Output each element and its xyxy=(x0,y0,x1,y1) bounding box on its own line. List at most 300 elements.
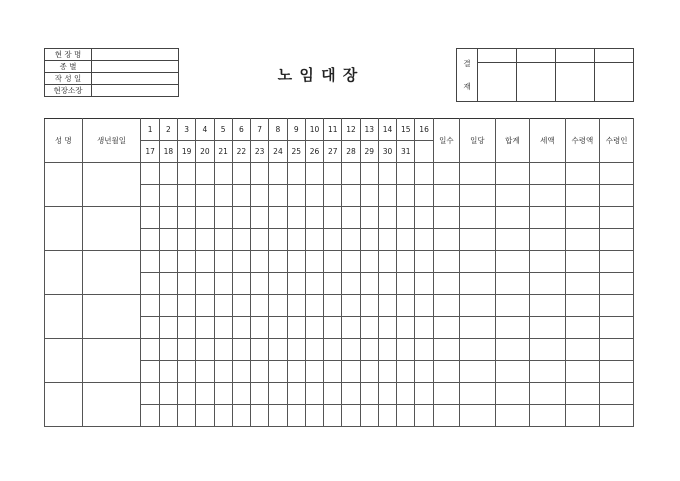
receiver-cell[interactable] xyxy=(600,207,634,229)
attendance-cell[interactable] xyxy=(324,295,342,317)
attendance-cell[interactable] xyxy=(177,317,195,339)
attendance-cell[interactable] xyxy=(360,229,378,251)
attendance-cell[interactable] xyxy=(214,361,232,383)
attendance-cell[interactable] xyxy=(415,229,433,251)
days-worked-cell[interactable] xyxy=(433,185,459,207)
total-cell[interactable] xyxy=(495,273,530,295)
attendance-cell[interactable] xyxy=(287,273,305,295)
attendance-cell[interactable] xyxy=(415,339,433,361)
header-day: 9 xyxy=(287,119,305,141)
total-cell[interactable] xyxy=(495,383,530,405)
received-amount-cell[interactable] xyxy=(565,251,600,273)
attendance-cell[interactable] xyxy=(232,405,250,427)
attendance-cell[interactable] xyxy=(360,405,378,427)
days-worked-cell[interactable] xyxy=(433,339,459,361)
attendance-cell[interactable] xyxy=(251,405,269,427)
attendance-cell[interactable] xyxy=(251,251,269,273)
header-total: 합계 xyxy=(495,119,530,163)
tax-cell[interactable] xyxy=(530,273,566,295)
attendance-cell[interactable] xyxy=(141,273,159,295)
attendance-cell[interactable] xyxy=(378,163,396,185)
daily-wage-cell[interactable] xyxy=(460,317,496,339)
attendance-cell[interactable] xyxy=(415,295,433,317)
attendance-cell[interactable] xyxy=(269,361,287,383)
received-amount-cell[interactable] xyxy=(565,295,600,317)
worker-name-cell[interactable] xyxy=(45,251,83,295)
attendance-cell[interactable] xyxy=(196,405,214,427)
worker-birthdate-cell[interactable] xyxy=(82,207,141,251)
receiver-cell[interactable] xyxy=(600,361,634,383)
attendance-cell[interactable] xyxy=(177,251,195,273)
header-day: 24 xyxy=(269,141,287,163)
days-worked-cell[interactable] xyxy=(433,295,459,317)
attendance-cell[interactable] xyxy=(251,185,269,207)
attendance-cell[interactable] xyxy=(159,361,177,383)
attendance-cell[interactable] xyxy=(196,163,214,185)
days-worked-cell[interactable] xyxy=(433,405,459,427)
header-birthdate: 생년월일 xyxy=(82,119,141,163)
attendance-cell[interactable] xyxy=(305,317,323,339)
attendance-cell[interactable] xyxy=(287,163,305,185)
attendance-cell[interactable] xyxy=(397,207,415,229)
attendance-cell[interactable] xyxy=(305,229,323,251)
attendance-cell[interactable] xyxy=(269,383,287,405)
attendance-cell[interactable] xyxy=(269,405,287,427)
attendance-cell[interactable] xyxy=(415,317,433,339)
attendance-cell[interactable] xyxy=(360,361,378,383)
worker-birthdate-cell[interactable] xyxy=(82,295,141,339)
tax-cell[interactable] xyxy=(530,295,566,317)
approval-slot-sign[interactable] xyxy=(517,63,556,102)
received-amount-cell[interactable] xyxy=(565,163,600,185)
attendance-cell[interactable] xyxy=(305,361,323,383)
days-worked-cell[interactable] xyxy=(433,361,459,383)
attendance-cell[interactable] xyxy=(305,251,323,273)
attendance-cell[interactable] xyxy=(232,229,250,251)
daily-wage-cell[interactable] xyxy=(460,383,496,405)
attendance-cell[interactable] xyxy=(415,405,433,427)
daily-wage-cell[interactable] xyxy=(460,295,496,317)
attendance-cell[interactable] xyxy=(251,317,269,339)
daily-wage-cell[interactable] xyxy=(460,185,496,207)
days-worked-cell[interactable] xyxy=(433,383,459,405)
approval-slot-head[interactable] xyxy=(478,49,517,63)
attendance-cell[interactable] xyxy=(305,185,323,207)
received-amount-cell[interactable] xyxy=(565,317,600,339)
attendance-cell[interactable] xyxy=(196,317,214,339)
attendance-cell[interactable] xyxy=(232,273,250,295)
attendance-cell[interactable] xyxy=(196,229,214,251)
attendance-cell[interactable] xyxy=(141,361,159,383)
attendance-cell[interactable] xyxy=(269,317,287,339)
site-info-value[interactable] xyxy=(92,85,179,97)
receiver-cell[interactable] xyxy=(600,229,634,251)
attendance-cell[interactable] xyxy=(214,405,232,427)
daily-wage-cell[interactable] xyxy=(460,273,496,295)
attendance-cell[interactable] xyxy=(269,339,287,361)
attendance-cell[interactable] xyxy=(397,361,415,383)
attendance-cell[interactable] xyxy=(159,317,177,339)
attendance-cell[interactable] xyxy=(378,273,396,295)
tax-cell[interactable] xyxy=(530,361,566,383)
attendance-cell[interactable] xyxy=(287,317,305,339)
attendance-cell[interactable] xyxy=(305,405,323,427)
attendance-cell[interactable] xyxy=(177,361,195,383)
attendance-cell[interactable] xyxy=(305,339,323,361)
total-cell[interactable] xyxy=(495,317,530,339)
attendance-cell[interactable] xyxy=(287,361,305,383)
attendance-cell[interactable] xyxy=(159,163,177,185)
attendance-cell[interactable] xyxy=(378,251,396,273)
attendance-cell[interactable] xyxy=(415,163,433,185)
attendance-cell[interactable] xyxy=(232,163,250,185)
received-amount-cell[interactable] xyxy=(565,383,600,405)
header-day: 5 xyxy=(214,119,232,141)
attendance-cell[interactable] xyxy=(177,207,195,229)
attendance-cell[interactable] xyxy=(287,295,305,317)
attendance-cell[interactable] xyxy=(177,273,195,295)
attendance-cell[interactable] xyxy=(378,185,396,207)
attendance-cell[interactable] xyxy=(360,207,378,229)
attendance-cell[interactable] xyxy=(269,207,287,229)
attendance-cell[interactable] xyxy=(214,273,232,295)
tax-cell[interactable] xyxy=(530,317,566,339)
header-day: 8 xyxy=(269,119,287,141)
attendance-cell[interactable] xyxy=(342,163,360,185)
attendance-cell[interactable] xyxy=(196,207,214,229)
attendance-cell[interactable] xyxy=(196,383,214,405)
approval-slot-sign[interactable] xyxy=(478,63,517,102)
attendance-cell[interactable] xyxy=(342,229,360,251)
attendance-cell[interactable] xyxy=(177,405,195,427)
attendance-cell[interactable] xyxy=(378,295,396,317)
attendance-cell[interactable] xyxy=(214,251,232,273)
attendance-cell[interactable] xyxy=(287,185,305,207)
approval-slot-sign[interactable] xyxy=(556,63,595,102)
attendance-cell[interactable] xyxy=(397,185,415,207)
attendance-cell[interactable] xyxy=(342,383,360,405)
attendance-cell[interactable] xyxy=(397,295,415,317)
attendance-cell[interactable] xyxy=(287,339,305,361)
attendance-cell[interactable] xyxy=(324,317,342,339)
header-tax: 세액 xyxy=(530,119,566,163)
attendance-cell[interactable] xyxy=(159,339,177,361)
total-cell[interactable] xyxy=(495,295,530,317)
daily-wage-cell[interactable] xyxy=(460,361,496,383)
attendance-cell[interactable] xyxy=(397,317,415,339)
attendance-cell[interactable] xyxy=(196,295,214,317)
attendance-cell[interactable] xyxy=(360,185,378,207)
received-amount-cell[interactable] xyxy=(565,229,600,251)
attendance-cell[interactable] xyxy=(141,317,159,339)
attendance-cell[interactable] xyxy=(159,185,177,207)
attendance-cell[interactable] xyxy=(287,251,305,273)
receiver-cell[interactable] xyxy=(600,339,634,361)
receiver-cell[interactable] xyxy=(600,405,634,427)
attendance-cell[interactable] xyxy=(214,207,232,229)
site-info-value[interactable] xyxy=(92,73,179,85)
site-info-row xyxy=(45,61,179,73)
attendance-cell[interactable] xyxy=(269,295,287,317)
received-amount-cell[interactable] xyxy=(565,361,600,383)
attendance-cell[interactable] xyxy=(287,229,305,251)
attendance-cell[interactable] xyxy=(305,207,323,229)
tax-cell[interactable] xyxy=(530,207,566,229)
attendance-cell[interactable] xyxy=(141,163,159,185)
attendance-cell[interactable] xyxy=(214,317,232,339)
days-worked-cell[interactable] xyxy=(433,273,459,295)
attendance-cell[interactable] xyxy=(287,383,305,405)
attendance-cell[interactable] xyxy=(324,361,342,383)
attendance-cell[interactable] xyxy=(360,339,378,361)
received-amount-cell[interactable] xyxy=(565,207,600,229)
attendance-cell[interactable] xyxy=(397,273,415,295)
worker-name-cell[interactable] xyxy=(45,383,83,427)
total-cell[interactable] xyxy=(495,251,530,273)
attendance-cell[interactable] xyxy=(305,383,323,405)
daily-wage-cell[interactable] xyxy=(460,163,496,185)
received-amount-cell[interactable] xyxy=(565,339,600,361)
total-cell[interactable] xyxy=(495,185,530,207)
attendance-cell[interactable] xyxy=(251,339,269,361)
attendance-cell[interactable] xyxy=(415,383,433,405)
attendance-cell[interactable] xyxy=(397,251,415,273)
attendance-cell[interactable] xyxy=(415,251,433,273)
attendance-cell[interactable] xyxy=(269,229,287,251)
worker-name-cell[interactable] xyxy=(45,207,83,251)
attendance-cell[interactable] xyxy=(177,383,195,405)
tax-cell[interactable] xyxy=(530,383,566,405)
attendance-cell[interactable] xyxy=(232,185,250,207)
attendance-cell[interactable] xyxy=(342,273,360,295)
attendance-cell[interactable] xyxy=(251,361,269,383)
daily-wage-cell[interactable] xyxy=(460,229,496,251)
attendance-cell[interactable] xyxy=(415,361,433,383)
attendance-cell[interactable] xyxy=(378,405,396,427)
attendance-cell[interactable] xyxy=(342,251,360,273)
total-cell[interactable] xyxy=(495,361,530,383)
attendance-cell[interactable] xyxy=(415,185,433,207)
attendance-cell[interactable] xyxy=(196,361,214,383)
attendance-cell[interactable] xyxy=(342,317,360,339)
attendance-cell[interactable] xyxy=(232,251,250,273)
attendance-cell[interactable] xyxy=(397,383,415,405)
daily-wage-cell[interactable] xyxy=(460,207,496,229)
attendance-cell[interactable] xyxy=(305,295,323,317)
attendance-cell[interactable] xyxy=(196,339,214,361)
header-day: 31 xyxy=(397,141,415,163)
approval-slot-head[interactable] xyxy=(517,49,556,63)
tax-cell[interactable] xyxy=(530,405,566,427)
attendance-cell[interactable] xyxy=(342,405,360,427)
attendance-cell[interactable] xyxy=(415,273,433,295)
attendance-cell[interactable] xyxy=(305,273,323,295)
attendance-cell[interactable] xyxy=(159,251,177,273)
attendance-cell[interactable] xyxy=(159,295,177,317)
attendance-cell[interactable] xyxy=(196,251,214,273)
worker-name-cell[interactable] xyxy=(45,163,83,207)
total-cell[interactable] xyxy=(495,405,530,427)
attendance-cell[interactable] xyxy=(342,185,360,207)
attendance-cell[interactable] xyxy=(177,339,195,361)
daily-wage-cell[interactable] xyxy=(460,339,496,361)
attendance-cell[interactable] xyxy=(378,361,396,383)
attendance-cell[interactable] xyxy=(177,185,195,207)
attendance-cell[interactable] xyxy=(287,405,305,427)
attendance-cell[interactable] xyxy=(141,229,159,251)
attendance-cell[interactable] xyxy=(251,229,269,251)
attendance-cell[interactable] xyxy=(251,163,269,185)
attendance-cell[interactable] xyxy=(342,339,360,361)
attendance-cell[interactable] xyxy=(141,383,159,405)
attendance-cell[interactable] xyxy=(287,207,305,229)
attendance-cell[interactable] xyxy=(397,163,415,185)
attendance-cell[interactable] xyxy=(397,339,415,361)
tax-cell[interactable] xyxy=(530,251,566,273)
attendance-cell[interactable] xyxy=(324,251,342,273)
attendance-cell[interactable] xyxy=(324,229,342,251)
daily-wage-cell[interactable] xyxy=(460,405,496,427)
received-amount-cell[interactable] xyxy=(565,405,600,427)
attendance-cell[interactable] xyxy=(177,229,195,251)
attendance-cell[interactable] xyxy=(159,383,177,405)
attendance-cell[interactable] xyxy=(141,405,159,427)
attendance-cell[interactable] xyxy=(214,185,232,207)
tax-cell[interactable] xyxy=(530,163,566,185)
attendance-cell[interactable] xyxy=(269,163,287,185)
attendance-cell[interactable] xyxy=(324,405,342,427)
header-day: 21 xyxy=(214,141,232,163)
attendance-cell[interactable] xyxy=(159,229,177,251)
attendance-cell[interactable] xyxy=(177,295,195,317)
received-amount-cell[interactable] xyxy=(565,185,600,207)
receiver-cell[interactable] xyxy=(600,317,634,339)
attendance-cell[interactable] xyxy=(141,251,159,273)
site-info-value[interactable] xyxy=(92,49,179,61)
attendance-cell[interactable] xyxy=(378,383,396,405)
site-info-table xyxy=(44,48,179,97)
attendance-cell[interactable] xyxy=(360,273,378,295)
attendance-cell[interactable] xyxy=(378,317,396,339)
attendance-cell[interactable] xyxy=(251,273,269,295)
attendance-cell[interactable] xyxy=(378,207,396,229)
approval-slot-head[interactable] xyxy=(595,49,634,63)
attendance-cell[interactable] xyxy=(141,295,159,317)
attendance-cell[interactable] xyxy=(251,383,269,405)
approval-slot-sign[interactable] xyxy=(595,63,634,102)
total-cell[interactable] xyxy=(495,163,530,185)
attendance-cell[interactable] xyxy=(397,405,415,427)
attendance-cell[interactable] xyxy=(251,295,269,317)
attendance-cell[interactable] xyxy=(324,185,342,207)
attendance-cell[interactable] xyxy=(415,207,433,229)
tax-cell[interactable] xyxy=(530,339,566,361)
worker-birthdate-cell[interactable] xyxy=(82,383,141,427)
daily-wage-cell[interactable] xyxy=(460,251,496,273)
worker-birthdate-cell[interactable] xyxy=(82,163,141,207)
attendance-cell[interactable] xyxy=(214,383,232,405)
attendance-cell[interactable] xyxy=(214,295,232,317)
total-cell[interactable] xyxy=(495,229,530,251)
attendance-cell[interactable] xyxy=(269,251,287,273)
tax-cell[interactable] xyxy=(530,185,566,207)
attendance-cell[interactable] xyxy=(397,229,415,251)
attendance-cell[interactable] xyxy=(196,185,214,207)
attendance-cell[interactable] xyxy=(360,317,378,339)
attendance-cell[interactable] xyxy=(360,295,378,317)
receiver-cell[interactable] xyxy=(600,251,634,273)
attendance-cell[interactable] xyxy=(214,163,232,185)
attendance-cell[interactable] xyxy=(159,405,177,427)
attendance-cell[interactable] xyxy=(324,207,342,229)
worker-name-cell[interactable] xyxy=(45,339,83,383)
attendance-cell[interactable] xyxy=(232,317,250,339)
receiver-cell[interactable] xyxy=(600,295,634,317)
attendance-cell[interactable] xyxy=(378,339,396,361)
attendance-cell[interactable] xyxy=(360,163,378,185)
attendance-cell[interactable] xyxy=(378,229,396,251)
days-worked-cell[interactable] xyxy=(433,229,459,251)
receiver-cell[interactable] xyxy=(600,185,634,207)
days-worked-cell[interactable] xyxy=(433,317,459,339)
receiver-cell[interactable] xyxy=(600,163,634,185)
attendance-cell[interactable] xyxy=(360,251,378,273)
attendance-cell[interactable] xyxy=(141,339,159,361)
attendance-cell[interactable] xyxy=(232,207,250,229)
attendance-cell[interactable] xyxy=(342,295,360,317)
attendance-cell[interactable] xyxy=(196,273,214,295)
attendance-cell[interactable] xyxy=(269,185,287,207)
attendance-cell[interactable] xyxy=(324,383,342,405)
days-worked-cell[interactable] xyxy=(433,207,459,229)
days-worked-cell[interactable] xyxy=(433,251,459,273)
attendance-cell[interactable] xyxy=(177,163,195,185)
worker-birthdate-cell[interactable] xyxy=(82,339,141,383)
attendance-cell[interactable] xyxy=(141,207,159,229)
tax-cell[interactable] xyxy=(530,229,566,251)
approval-slot-head[interactable] xyxy=(556,49,595,63)
days-worked-cell[interactable] xyxy=(433,163,459,185)
attendance-cell[interactable] xyxy=(141,185,159,207)
attendance-cell[interactable] xyxy=(159,273,177,295)
worker-name-cell[interactable] xyxy=(45,295,83,339)
site-info-row xyxy=(45,49,179,61)
attendance-cell[interactable] xyxy=(342,207,360,229)
worker-birthdate-cell[interactable] xyxy=(82,251,141,295)
attendance-cell[interactable] xyxy=(305,163,323,185)
attendance-cell[interactable] xyxy=(251,207,269,229)
attendance-cell[interactable] xyxy=(214,339,232,361)
attendance-cell[interactable] xyxy=(159,207,177,229)
attendance-cell[interactable] xyxy=(324,339,342,361)
site-info-value[interactable] xyxy=(92,61,179,73)
receiver-cell[interactable] xyxy=(600,383,634,405)
attendance-cell[interactable] xyxy=(232,295,250,317)
attendance-cell[interactable] xyxy=(324,273,342,295)
attendance-cell[interactable] xyxy=(232,339,250,361)
received-amount-cell[interactable] xyxy=(565,273,600,295)
attendance-cell[interactable] xyxy=(232,383,250,405)
receiver-cell[interactable] xyxy=(600,273,634,295)
total-cell[interactable] xyxy=(495,339,530,361)
total-cell[interactable] xyxy=(495,207,530,229)
attendance-cell[interactable] xyxy=(324,163,342,185)
attendance-cell[interactable] xyxy=(214,229,232,251)
attendance-cell[interactable] xyxy=(269,273,287,295)
attendance-cell[interactable] xyxy=(342,361,360,383)
attendance-cell[interactable] xyxy=(360,383,378,405)
attendance-cell[interactable] xyxy=(232,361,250,383)
